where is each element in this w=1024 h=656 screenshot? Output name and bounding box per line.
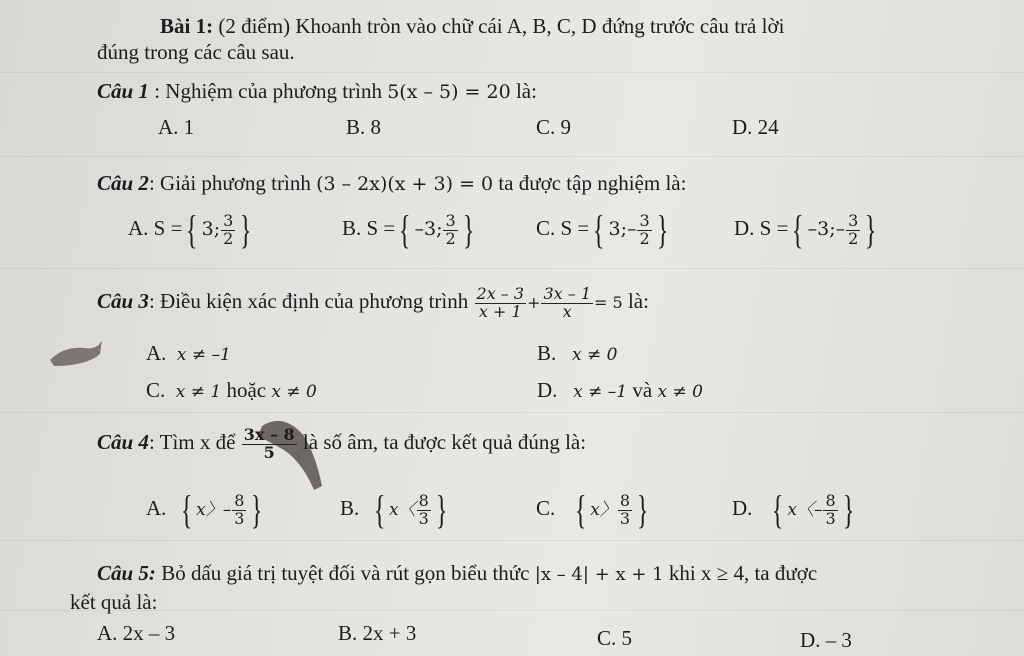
question-2-equation: (3 – 2x)(x + 3) = 0 xyxy=(316,173,494,195)
q5-option-d: D. – 3 xyxy=(800,628,852,652)
exercise-instruction-1: (2 điểm) Khoanh tròn vào chữ cái A, B, C, D đứng trước câu trả lời xyxy=(213,14,785,38)
question-5-prompt: Bỏ dấu giá trị tuyệt đối và rút gọn biểu thức xyxy=(155,561,535,585)
q5-option-c: C. 5 xyxy=(597,626,633,650)
question-1-prompt: : Nghiệm của phương trình xyxy=(148,79,388,103)
q1-option-c: C. 9 xyxy=(536,115,572,139)
q2-option-b: B. S ={ –3; $\frac{3}{2}$ } xyxy=(342,207,475,252)
q3-option-a: A. x ≠ –1 xyxy=(146,341,231,365)
q4-option-d: D. { x〈– $\frac{8}{3}$ } xyxy=(732,487,855,532)
q3-option-b: B. x ≠ 0 xyxy=(537,341,618,365)
exercise-title: Bài 1: xyxy=(160,14,214,38)
q1-option-a: A. 1 xyxy=(158,115,195,139)
q4-option-a: A. { x〉– $\frac{8}{3}$ } xyxy=(146,487,263,532)
question-4: Câu 4: Tìm x để $\frac{3x - 8}{5}$ là số âm, ta được kết quả đúng là: xyxy=(97,425,587,462)
exercise-instruction-2: đúng trong các câu sau. xyxy=(97,40,295,64)
q2-option-d: D. S ={ –3;– $\frac{3}{2}$ } xyxy=(734,207,877,252)
question-3-label: Câu 3 xyxy=(97,289,149,314)
question-4-prompt: : Tìm x để xyxy=(148,430,241,455)
exercise-heading xyxy=(160,16,784,37)
q1-option-b: B. 8 xyxy=(346,115,382,139)
question-5-label: Câu 5: xyxy=(97,561,156,585)
q3-option-d: D. x ≠ –1 và x ≠ 0 xyxy=(537,378,703,402)
pencil-smudge-left xyxy=(46,332,106,372)
question-2-tail: ta được tập nghiệm là: xyxy=(493,171,687,195)
q4-option-c: C. { x〉 $\frac{8}{3}$ } xyxy=(536,487,649,532)
question-1-tail: là: xyxy=(510,79,537,103)
question-2 xyxy=(97,173,686,194)
q5-option-b: B. 2x + 3 xyxy=(338,621,417,645)
question-1-equation: 5(x – 5) = 20 xyxy=(387,81,511,103)
question-4-label: Câu 4 xyxy=(97,430,149,455)
question-5-expression: |x – 4| + x + 1 xyxy=(534,564,664,585)
q2-option-c: C. S ={ 3;– $\frac{3}{2}$ } xyxy=(536,207,669,252)
question-2-prompt: : Giải phương trình xyxy=(148,171,317,195)
question-1 xyxy=(97,81,537,102)
question-1-label: Câu 1 xyxy=(97,79,149,103)
q4-option-b: B. { x〈 $\frac{8}{3}$ } xyxy=(340,487,448,532)
question-5-line-2: kết quả là: xyxy=(70,590,158,614)
question-2-label: Câu 2 xyxy=(97,171,149,195)
q1-option-d: D. 24 xyxy=(732,115,779,139)
q5-option-a: A. 2x – 3 xyxy=(97,621,176,645)
question-3: Câu 3: Điều kiện xác định của phương trình $\frac{2x - 3}{x + 1}$ + $\frac{3x - 1}{x}$ = 5 là: xyxy=(97,284,649,321)
q3-option-c: C. x ≠ 1 hoặc x ≠ 0 xyxy=(146,378,317,402)
question-3-prompt: : Điều kiện xác định của phương trình xyxy=(148,289,474,314)
question-5: Câu 5: Bỏ dấu giá trị tuyệt đối và rút gọn biểu thức |x – 4| + x + 1 khi x ≥ 4, ta được xyxy=(97,561,818,585)
q2-option-a: A. S ={ 3; $\frac{3}{2}$ } xyxy=(128,207,252,252)
